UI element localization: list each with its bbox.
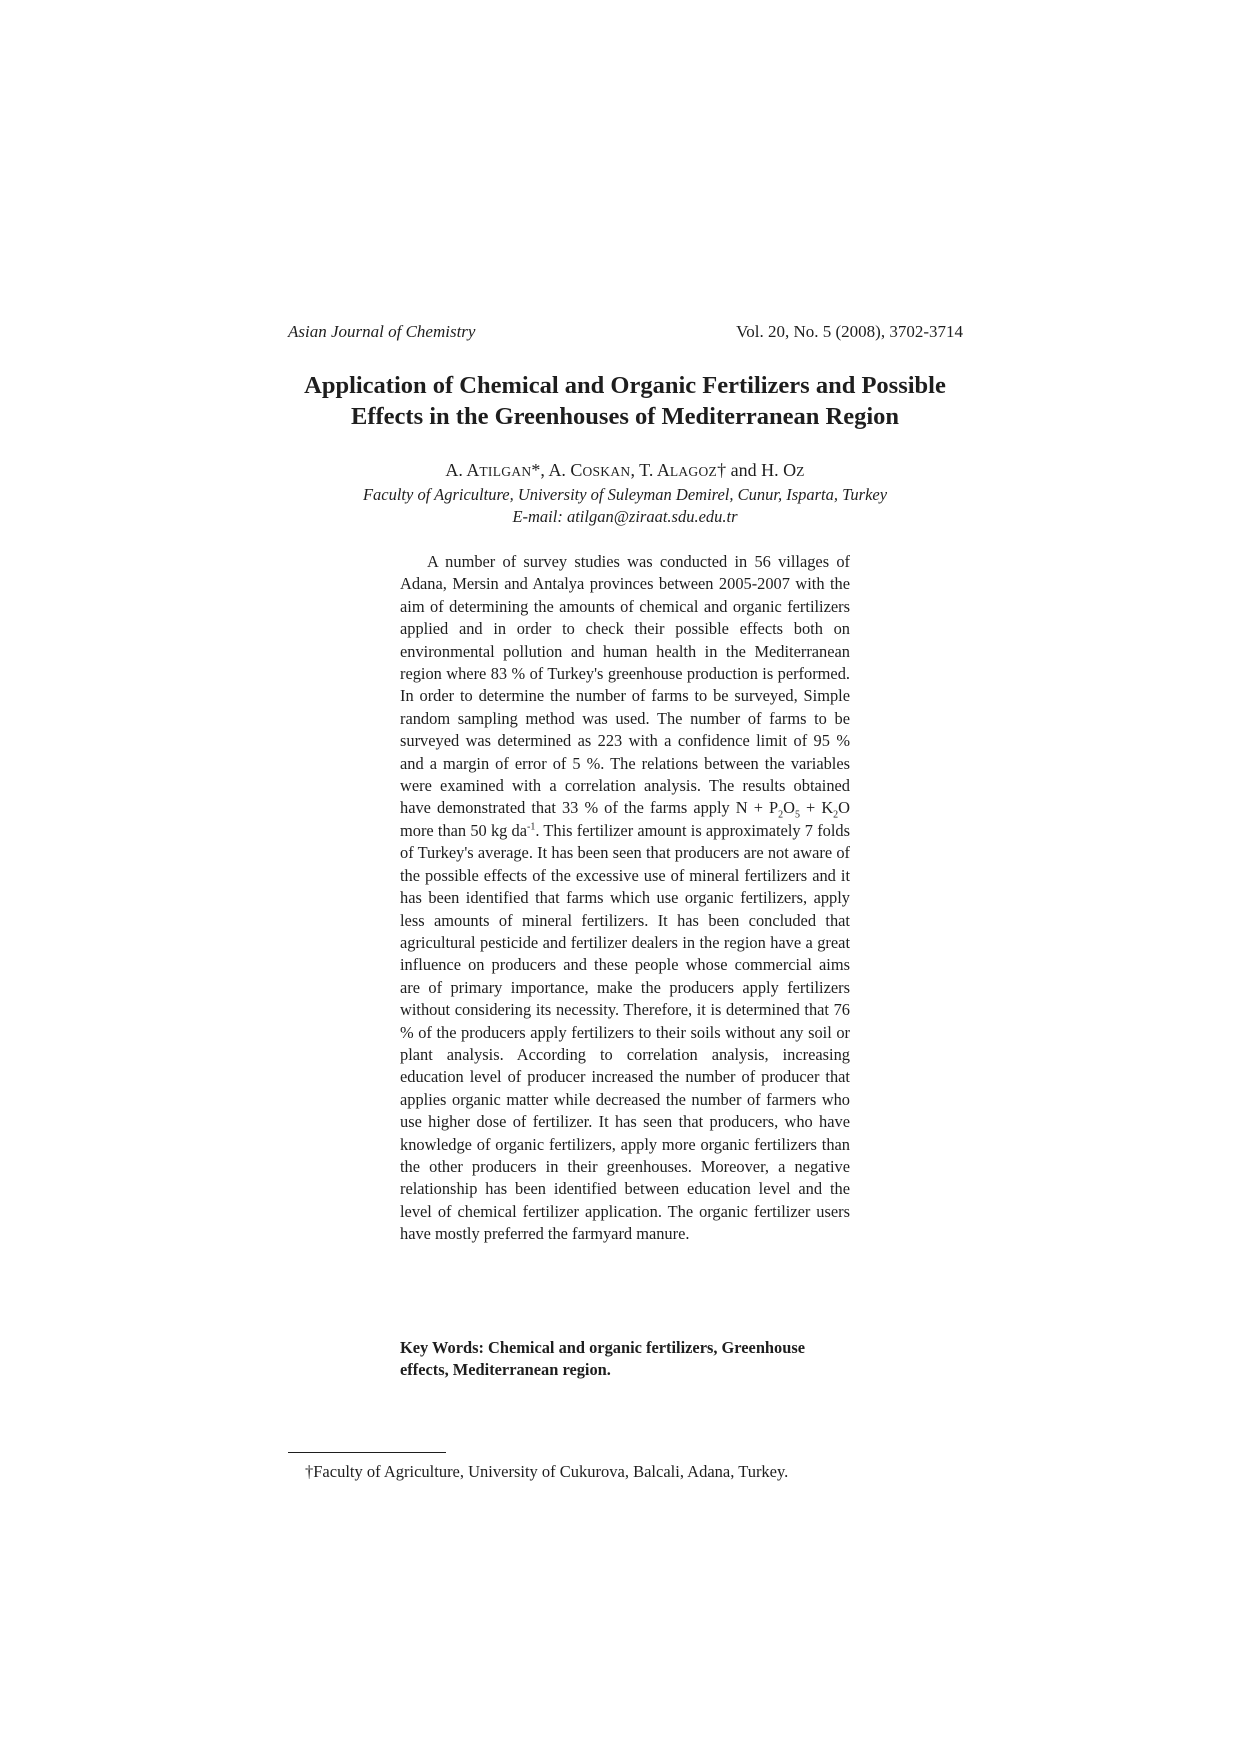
- email: E-mail: atilgan@ziraat.sdu.edu.tr: [512, 507, 738, 526]
- title-line-1: Application of Chemical and Organic Fertilizers and Possible: [304, 372, 946, 399]
- title-line-2: Effects in the Greenhouses of Mediterranean Region: [351, 403, 899, 430]
- author-3: T. ALAGOZ: [639, 460, 718, 480]
- author-2: A. COSKAN: [548, 460, 631, 480]
- paper-title: [240, 370, 1010, 432]
- journal-name: Asian Journal of Chemistry: [288, 322, 476, 341]
- author-1: A. ATILGAN: [445, 460, 532, 480]
- author-4: H. OZ: [761, 460, 805, 480]
- footnote-divider: [288, 1452, 446, 1453]
- running-head: [288, 322, 963, 342]
- abstract: A number of survey studies was conducted in 56 villages of Adana, Mersin and Antalya provinces between 2005-2007 with the aim of determining the amounts of chemical and organic fertilizers applied and in order to check their possible effects both on environmental pollution and human health in the Mediterranean region where 83 % of Turkey's greenhouse production is performed. In order to determine the number of farms to be surveyed, Simple random sampling method was used. The number of farms to be surveyed was determined as 223 with a confidence limit of 95 % and a margin of error of 5 %. The relations between the variables were examined with a correlation analysis. The results obtained have demonstrated that 33 % of the farms apply $N + P_2O_5 + K_2O$ more than 50 kg $da^{-1}$. This fertilizer amount is approximately 7 folds of Turkey's average. It has been seen that producers are not aware of the possible effects of the excessive use of mineral fertilizers and it has been identified that farms which use organic fertilizers, apply less amounts of mineral fertilizers. It has been concluded that agricultural pesticide and fertilizer dealers in the region have a great influence on producers and these people whose commercial aims are of primary importance, make the producers apply fertilizers without considering its necessity. Therefore, it is determined that 76 % of the producers apply fertilizers to their soils without any soil or plant analysis. According to correlation analysis, increasing education level of producer increased the number of producer that applies organic matter while decreased the number of farmers who use higher dose of fertilizer. It has seen that producers, who have knowledge of organic fertilizers, apply more organic fertilizers than the other producers in their greenhouses. Moreover, a negative relationship has been identified between education level and the level of chemical fertilizer application. The organic fertilizer users have mostly preferred the farmyard manure.: [400, 552, 850, 1244]
- footnote: †Faculty of Agriculture, University of Cukurova, Balcali, Adana, Turkey.: [305, 1462, 789, 1481]
- affiliation: Faculty of Agriculture, University of Suleyman Demirel, Cunur, Isparta, Turkey: [362, 485, 888, 504]
- keywords: Key Words: Chemical and organic fertilizers, Greenhouse effects, Mediterranean region.: [400, 1338, 806, 1380]
- author-list: A. ATILGAN*, A. COSKAN, T. ALAGOZ† and H. OZ: [445, 460, 805, 480]
- volume-info: Vol. 20, No. 5 (2008), 3702-3714: [736, 322, 963, 341]
